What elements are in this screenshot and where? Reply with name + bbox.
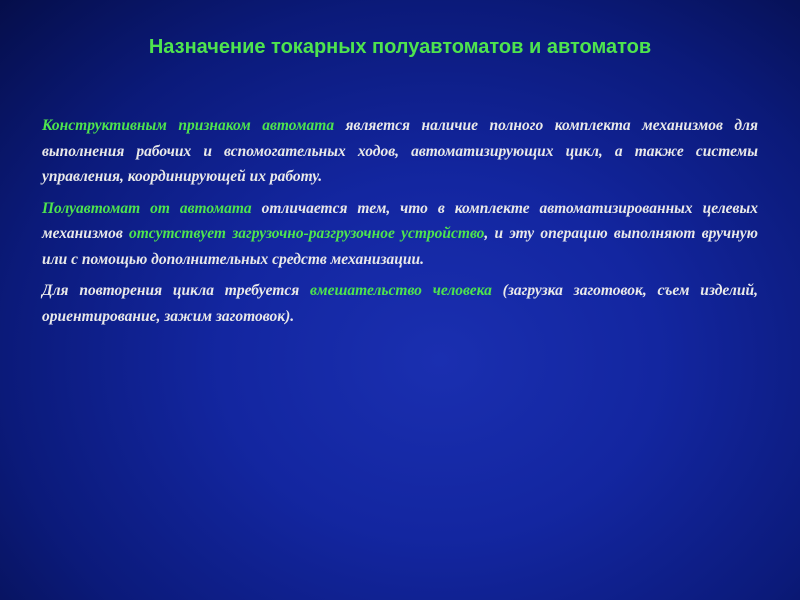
slide-body xyxy=(42,113,758,335)
text-segment: , и эту операцию выполняют вручную или с помощью дополнительных средств механизации. xyxy=(42,225,758,268)
text-segment: отличается тем, что в комплекте автоматизированных целевых механизмов xyxy=(42,199,758,242)
paragraph-automat-definition xyxy=(42,113,758,190)
text-segment: вмешательство человека xyxy=(310,282,492,299)
slide-title: Назначение токарных полуавтоматов и автоматов xyxy=(148,36,652,58)
paragraph-semiautomat-difference xyxy=(42,196,758,273)
text-segment: отсутствует загрузочно-разгрузочное устройство xyxy=(129,225,485,242)
text-segment: Для повторения цикла требуется xyxy=(42,282,311,299)
text-segment: является наличие полного комплекта механизмов для выполнения рабочих и вспомогательных ходов, автоматизирующих цикл, а также системы управления, координирующей их работу. xyxy=(42,117,758,185)
text-segment: Полуавтомат от автомата xyxy=(42,199,252,217)
paragraph-cycle-repeat xyxy=(42,278,758,329)
text-segment: (загрузка заготовок, съем изделий, ориентирование, зажим заготовок). xyxy=(42,282,758,325)
text-segment: Конструктивным признаком автомата xyxy=(42,117,335,134)
